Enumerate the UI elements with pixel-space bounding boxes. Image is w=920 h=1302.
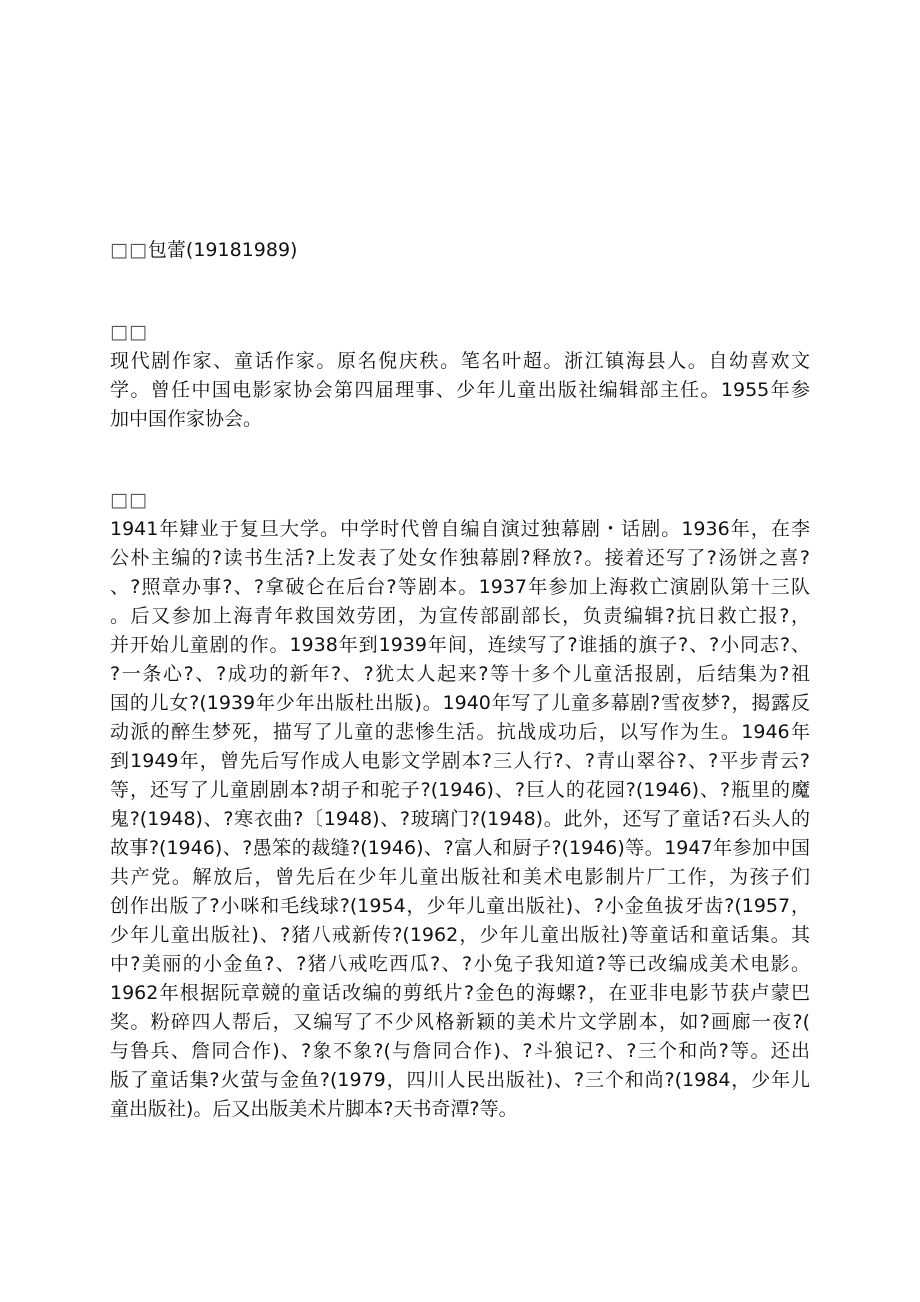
biography-line: 动派的醉生梦死，描写了儿童的悲惨生活。抗战成功后，以写作为生。1946年 — [110, 721, 810, 743]
biography-line: 创作出版了?小咪和毛线球?(1954，少年儿童出版社)、?小金鱼拔牙齿?(1957， — [110, 895, 810, 917]
biography-line: 1941年肄业于复旦大学。中学时代曾自编自演过独幕剧・话剧。1936年，在李 — [110, 518, 810, 540]
biography-line: 并开始儿童剧的作。1938年到1939年间，连续写了?谁插的旗子?、?小同志?、 — [110, 634, 810, 656]
profile-line: 现代剧作家、童话作家。原名倪庆秩。笔名叶超。浙江镇海县人。自幼喜欢文 — [110, 350, 810, 372]
biography-line: 1962年根据阮章競的童话改编的剪纸片?金色的海螺?，在亚非电影节获卢蒙巴 — [110, 982, 810, 1004]
biography-line: 、?照章办事?、?拿破仑在后台?等剧本。1937年参加上海救亡演剧队第十三队 — [110, 576, 810, 598]
biography-section — [110, 486, 810, 1124]
biography-line: 公朴主编的?读书生活?上发表了处女作独幕剧?释放?。接着还写了?汤饼之喜? — [110, 547, 810, 569]
profile-line: 学。曾任中国电影家协会第四届理事、少年儿童出版社编辑部主任。1955年参 — [110, 379, 810, 401]
profile-heading-marker: □□ — [110, 321, 148, 343]
biography-line: 等，还写了儿童剧剧本?胡子和驼子?(1946)、?巨人的花园?(1946)、?瓶里的魔 — [110, 779, 810, 801]
biography-line: 中?美丽的小金鱼?、?猪八戒吃西瓜?、?小兔子我知道?等已改编成美术电影。 — [110, 953, 810, 975]
biography-line: 奖。粉碎四人帮后，又编写了不少风格新颖的美术片文学剧本，如?画廊一夜?( — [110, 1011, 810, 1033]
biography-heading-marker: □□ — [110, 489, 148, 511]
profile-section — [110, 318, 810, 434]
biography-line: 国的儿女?(1939年少年出版杜出版)。1940年写了儿童多幕剧?雪夜梦?，揭露反 — [110, 692, 810, 714]
biography-line: 。后又参加上海青年救国效劳团，为宣传部副部长，负责编辑?抗日救亡报?， — [110, 605, 810, 627]
title-marker: □□ — [110, 239, 148, 261]
document-title — [110, 236, 297, 264]
biography-line: 到1949年，曾先后写作成人电影文学剧本?三人行?、?青山翠谷?、?平步青云? — [110, 750, 810, 772]
biography-line: ?一条心?、?成功的新年?、?犹太人起来?等十多个儿童活报剧，后结集为?祖 — [110, 663, 810, 685]
biography-line: 共产党。解放后，曾先后在少年儿童出版社和美术电影制片厂工作，为孩子们 — [110, 866, 810, 888]
biography-line: 童出版社)。后又出版美术片脚本?天书奇潭?等。 — [110, 1098, 518, 1120]
biography-line: 鬼?(1948)、?寒衣曲?〔1948)、?玻璃门?(1948)。此外，还写了童话?石头人的 — [110, 808, 810, 830]
biography-line: 版了童话集?火萤与金鱼?(1979，四川人民出版社)、?三个和尚?(1984，少年儿 — [110, 1069, 810, 1091]
biography-line: 与鲁兵、詹同合作)、?象不象?(与詹同合作)、?斗狼记?、?三个和尚?等。还出 — [110, 1040, 810, 1062]
biography-line: 少年儿童出版社)、?猪八戒新传?(1962，少年儿童出版社)等童话和童话集。其 — [110, 924, 810, 946]
profile-line: 加中国作家协会。 — [110, 408, 263, 430]
biography-line: 故事?(1946)、?愚笨的裁缝?(1946)、?富人和厨子?(1946)等。1947年参加中国 — [110, 837, 810, 859]
title-text: 包蕾(19181989) — [147, 239, 298, 261]
